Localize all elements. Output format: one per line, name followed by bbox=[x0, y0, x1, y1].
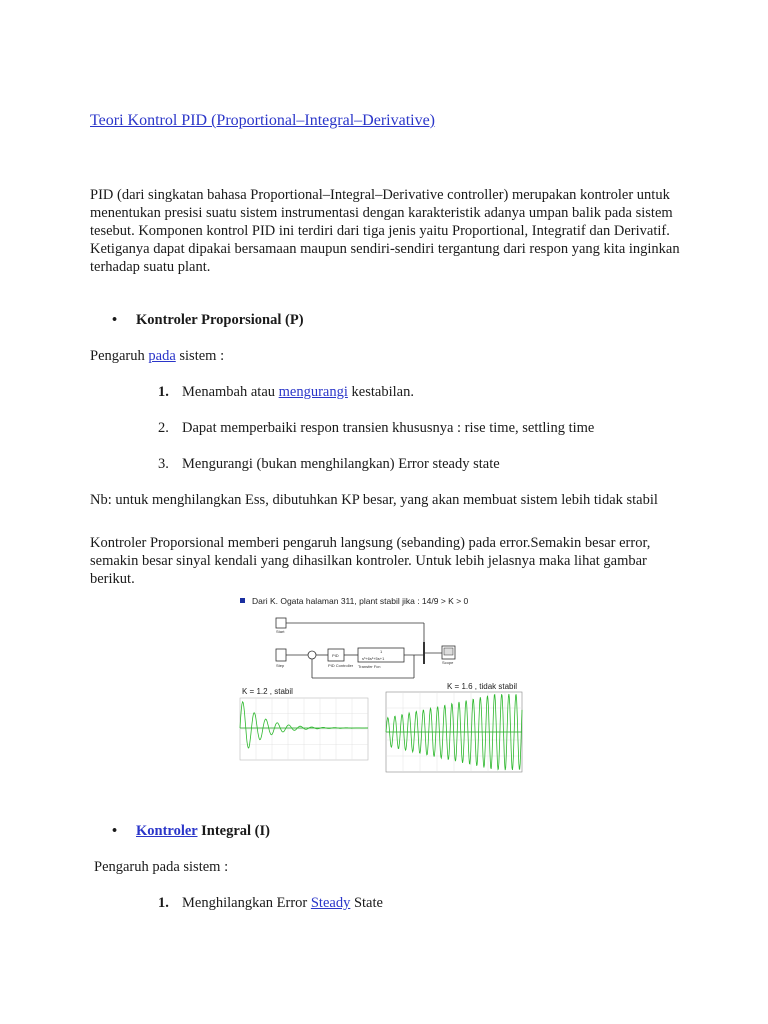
tf-num-label: 1 bbox=[380, 649, 383, 654]
step-block bbox=[276, 649, 286, 661]
effect-suffix: sistem : bbox=[175, 348, 225, 364]
link-steady[interactable]: Steady bbox=[310, 895, 351, 911]
list-item bbox=[158, 420, 594, 437]
list-number: 3. bbox=[158, 456, 169, 472]
scope-screen-icon bbox=[444, 648, 453, 655]
list-number: 2. bbox=[158, 420, 169, 436]
scope-label: Scope bbox=[442, 660, 454, 665]
figure-svg bbox=[236, 592, 528, 776]
plot-right bbox=[386, 692, 522, 772]
caption-right: K = 1.6 , tidak stabil bbox=[447, 682, 518, 691]
list-item bbox=[158, 895, 383, 912]
section-heading-text: Integral (I) bbox=[197, 823, 270, 839]
effect-label bbox=[90, 348, 224, 365]
list-text-end: kestabilan. bbox=[347, 384, 414, 400]
pid-figure bbox=[236, 592, 528, 776]
page-title[interactable]: Teori Kontrol PID (Proportional–Integral–Derivative) bbox=[90, 112, 436, 129]
plot-left bbox=[240, 698, 368, 760]
start-block bbox=[276, 618, 286, 628]
list-text: Menambah atau bbox=[182, 384, 279, 400]
list-text: Mengurangi (bukan menghilangkan) Error steady state bbox=[182, 456, 500, 472]
pid-box-label: PID bbox=[332, 653, 339, 658]
list-item bbox=[158, 456, 500, 473]
header-bullet-icon bbox=[240, 598, 245, 603]
pid-label: PID Controller bbox=[328, 663, 354, 668]
list-number: 1. bbox=[158, 384, 169, 400]
list-text: Menghilangkan Error bbox=[182, 895, 311, 911]
link-pada[interactable]: pada bbox=[148, 348, 176, 364]
list-text-end: State bbox=[350, 895, 383, 911]
section-integral-heading bbox=[112, 823, 270, 840]
caption-left: K = 1.2 , stabil bbox=[242, 687, 293, 696]
effect-label-integral: Pengaruh pada sistem : bbox=[94, 859, 229, 875]
tf-den-label: s³+6s²+5s+1 bbox=[362, 656, 385, 661]
start-label: Start bbox=[276, 629, 285, 634]
section-heading-text: Kontroler Proporsional (P) bbox=[136, 312, 304, 328]
list-text: Dapat memperbaiki respon transien khususnya : rise time, settling time bbox=[182, 420, 595, 436]
section-proporsional-heading bbox=[112, 312, 304, 329]
step-label: Step bbox=[276, 663, 285, 668]
figure-header: Dari K. Ogata halaman 311, plant stabil jika : 14/9 > K > 0 bbox=[252, 596, 469, 606]
list-item bbox=[158, 384, 414, 401]
note-paragraph: Nb: untuk menghilangkan Ess, dibutuhkan KP besar, yang akan membuat sistem lebih tidak stabil bbox=[90, 492, 658, 508]
link-kontroler[interactable]: Kontroler bbox=[136, 823, 198, 839]
explain-paragraph: Kontroler Proporsional memberi pengaruh langsung (sebanding) pada error.Semakin besar error, semakin besar sinyal kendali yang dihasilkan kontroler. Untuk lebih jelasnya maka lihat gambar berikut. bbox=[90, 535, 651, 587]
block-diagram bbox=[276, 618, 455, 678]
link-mengurangi[interactable]: mengurangi bbox=[278, 384, 348, 400]
bullet-icon: • bbox=[112, 312, 118, 328]
sum-block bbox=[308, 651, 316, 659]
list-number: 1. bbox=[158, 895, 169, 911]
tf-label: Transfer Fcn bbox=[358, 664, 381, 669]
bullet-icon: • bbox=[112, 823, 118, 839]
effect-prefix: Pengaruh bbox=[90, 348, 149, 364]
intro-paragraph: PID (dari singkatan bahasa Proportional–Integral–Derivative controller) merupakan kontroler untuk menentukan presisi suatu sistem instrumentasi dengan karakteristik adanya umpan balik pada sistem tesebut. Komponen kontrol PID ini terdiri dari tiga jenis yaitu Proportional, Integratif dan Derivatif. Ketiganya dapat dipakai bersamaan maupun sendiri-sendiri tergantung dari respon yang kita inginkan terhadap suatu plant. bbox=[90, 187, 680, 275]
